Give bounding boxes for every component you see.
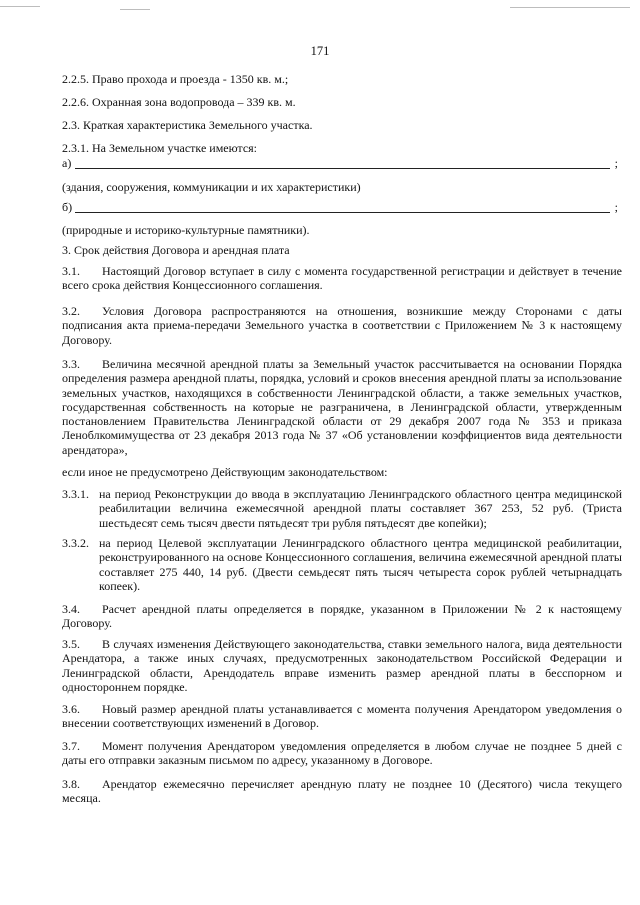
clause-text: на период Целевой эксплуатации Ленинградского областного центра медицинской реабилитации, реконструированного на основе Концессионного соглашения, величина ежемесячной арендной платы составляет 275 440, 14 руб. (Двести семьдесят пять тысяч четыреста сорок рублей четырнадцать копеек). (99, 536, 622, 593)
clause-text: Настоящий Договор вступает в силу с момента государственной регистрации и действует в течение всего срока действия Концессионного соглашения. (62, 264, 622, 293)
clause-number: 3.8. (62, 777, 80, 791)
clause-text: Арендатор ежемесячно перечисляет арендную плату не позднее 10 (Десятого) числа текущего месяца. (62, 777, 622, 806)
clause-text: В случаях изменения Действующего законодательства, ставки земельного налога, вида деятельности Арендатора, а также иных случаях, предусмотренных законодательством Российской Федерации и Ленинградской области, Арендодатель вправе изменить размер арендной платы в бесспорном и одностороннем порядке. (62, 637, 622, 694)
clause-number: 3.7. (62, 739, 80, 753)
fill-line-a (62, 156, 618, 171)
clause-3-8 (62, 777, 622, 806)
fill-line-a-rule (75, 168, 610, 169)
clause-text: Величина месячной арендной платы за Земельный участок рассчитывается на основании Порядка определения размера арендной платы, порядка, условий и сроков внесения арендной платы за использование земельных участков, находящихся в собственности Ленинградской области, а также земельных участков, государственная собственность на которые не разграничена, в Ленинградской области, утвержденным постановлением Правительства Ленинградской области от 29 декабря 2007 года № 353 и приказа Леноблкомимущества от 23 декабря 2013 года № 37 «Об установлении коэффициентов вида деятельности арендатора», (62, 357, 622, 457)
clause-3-7 (62, 739, 622, 768)
clause-text: на период Реконструкции до ввода в эксплуатацию Ленинградского областного центра медицинской реабилитации величина ежемесячной арендной платы составляет 367 253, 52 руб. (Триста шестьдесят семь тысяч двести пятьдесят три рубля пятьдесят две копейки); (99, 487, 622, 530)
fill-line-b-end: ; (614, 200, 618, 214)
clause-text: Момент получения Арендатором уведомления определяется в любом случае не позднее 5 дней с даты его отправки заказным письмом по адресу, указанному в Договоре. (62, 739, 622, 768)
clause-3-3-2 (62, 536, 622, 593)
page-number: 171 (310, 44, 330, 58)
clause-number: 3.4. (62, 602, 80, 616)
fill-line-b (62, 200, 618, 215)
clause-number: 3.6. (62, 702, 80, 716)
fill-line-b-rule (75, 212, 610, 213)
clause-number: 3.2. (62, 304, 80, 318)
clause-number: 3.3. (62, 357, 80, 371)
clause-2-3-1: 2.3.1. На Земельном участке имеются: (62, 141, 258, 155)
fill-line-b-label: б) (62, 200, 73, 214)
clause-2-2-5: 2.2.5. Право прохода и проезда - 1350 кв. м.; (62, 72, 289, 86)
clause-number: 3.5. (62, 637, 80, 651)
clause-3-3 (62, 357, 622, 457)
clause-3-1 (62, 264, 622, 293)
fill-line-a-label: а) (62, 156, 72, 170)
fill-line-a-caption: (здания, сооружения, коммуникации и их характеристики) (62, 180, 361, 194)
fill-line-b-caption: (природные и историко-культурные памятники). (62, 223, 310, 237)
clause-text: Расчет арендной платы определяется в порядке, указанном в Приложении № 2 к настоящему Договору. (62, 602, 622, 631)
section-3-heading: 3. Срок действия Договора и арендная плата (62, 243, 290, 257)
clause-2-3: 2.3. Краткая характеристика Земельного участка. (62, 118, 313, 132)
clause-3-6 (62, 702, 622, 731)
clause-number: 3.1. (62, 264, 80, 278)
clause-3-3-1 (62, 487, 622, 530)
clause-number: 3.3.2. (62, 536, 89, 550)
scan-artifact (120, 9, 150, 10)
clause-3-4 (62, 602, 622, 631)
scan-artifact (510, 7, 630, 8)
clause-number: 3.3.1. (62, 487, 89, 501)
scan-artifact (0, 6, 40, 7)
clause-text: Новый размер арендной платы устанавливается с момента получения Арендатором уведомления о внесении соответствующих изменений в Договор. (62, 702, 622, 731)
clause-3-3-tail: если иное не предусмотрено Действующим законодательством: (62, 465, 388, 479)
fill-line-a-end: ; (614, 156, 618, 170)
clause-2-2-6: 2.2.6. Охранная зона водопровода – 339 кв. м. (62, 95, 296, 109)
clause-3-5 (62, 637, 622, 694)
clause-text: Условия Договора распространяются на отношения, возникшие между Сторонами с даты подписания акта приема-передачи Земельного участка в соответствии с Приложением № 3 к настоящему Договору. (62, 304, 622, 347)
clause-3-2 (62, 304, 622, 347)
